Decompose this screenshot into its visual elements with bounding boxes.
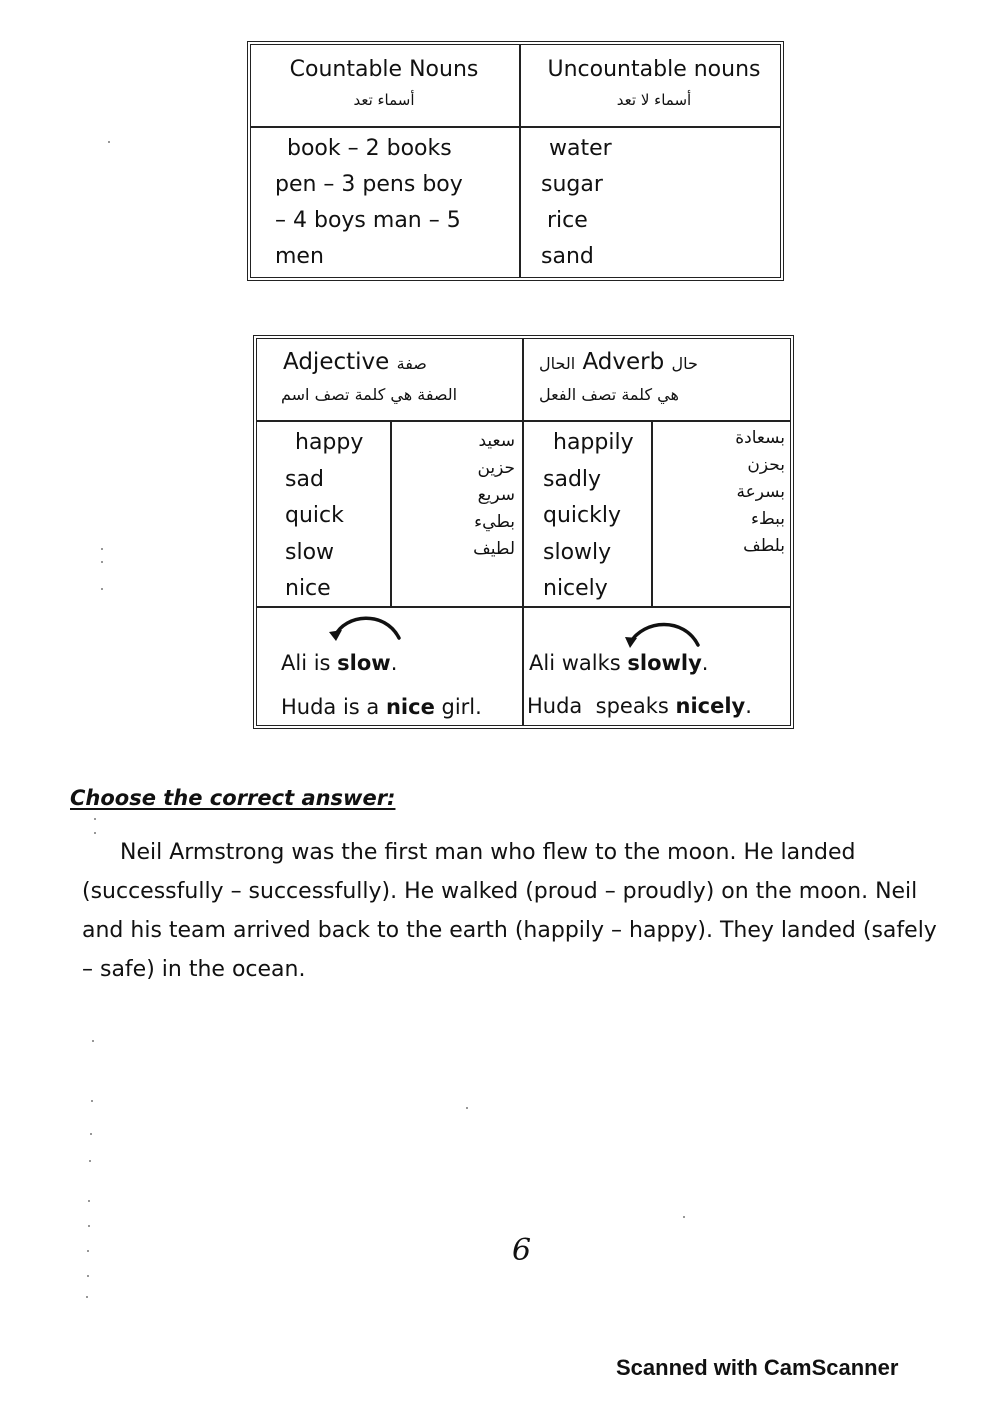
adverb-words bbox=[543, 425, 648, 608]
list-item: sadly bbox=[543, 466, 602, 492]
list-item: pen – 3 pens boy bbox=[275, 172, 463, 197]
adverb-header bbox=[539, 349, 698, 375]
example-text: Ali walks bbox=[529, 651, 628, 675]
exercise-heading: Choose the correct answer: bbox=[70, 786, 396, 810]
list-item: بسرعة bbox=[736, 482, 785, 502]
example-text: . bbox=[745, 694, 752, 718]
list-item: happily bbox=[553, 430, 634, 455]
example-text: Ali is bbox=[281, 651, 338, 675]
adjective-example-2 bbox=[281, 695, 482, 719]
header-divider bbox=[251, 126, 780, 128]
camscanner-watermark: Scanned with CamScanner bbox=[616, 1355, 899, 1380]
list-item: rice bbox=[547, 208, 588, 233]
adjective-example-1 bbox=[281, 651, 397, 675]
example-keyword: nice bbox=[385, 695, 435, 719]
list-item: لطيف bbox=[473, 539, 515, 559]
list-item: sand bbox=[541, 244, 594, 269]
list-item: بطيء bbox=[474, 512, 515, 532]
example-keyword: nicely bbox=[675, 694, 746, 718]
example-keyword: slow bbox=[337, 651, 391, 675]
adjective-header bbox=[283, 349, 427, 375]
list-item: happy bbox=[295, 430, 364, 455]
row-divider bbox=[257, 420, 790, 422]
uncountable-examples bbox=[541, 131, 781, 275]
example-text: . bbox=[701, 651, 709, 675]
adjective-title: Adjective bbox=[283, 349, 390, 375]
uncountable-header-ar: أسماء لا تعد bbox=[616, 91, 692, 109]
adverb-title-ar-right: حال bbox=[671, 354, 698, 373]
uncountable-header: Uncountable nouns bbox=[547, 57, 761, 82]
list-item: sugar bbox=[541, 172, 603, 197]
list-item: بلطف bbox=[743, 536, 785, 556]
curved-arrow-icon bbox=[327, 610, 407, 646]
adverb-example-1 bbox=[529, 651, 708, 675]
example-keyword: slowly bbox=[627, 651, 702, 675]
list-item: ببطء bbox=[751, 509, 785, 529]
list-item: بحزن bbox=[747, 455, 785, 475]
list-item: slowly bbox=[543, 539, 612, 565]
list-item: water bbox=[549, 136, 612, 161]
list-item: حزين bbox=[477, 458, 515, 478]
example-text: Huda speaks bbox=[527, 694, 676, 718]
list-item: سريع bbox=[477, 485, 515, 505]
nouns-table bbox=[247, 41, 784, 281]
adjective-adverb-table bbox=[253, 335, 794, 729]
adverb-title: Adverb bbox=[582, 349, 665, 375]
adjective-definition-ar: الصفة هي كلمة تصف اسم bbox=[281, 385, 458, 404]
list-item: nice bbox=[285, 576, 331, 601]
countable-examples bbox=[275, 131, 515, 275]
column-divider bbox=[522, 339, 524, 725]
list-item: men bbox=[275, 244, 324, 269]
curved-arrow-icon bbox=[622, 617, 706, 651]
list-item: slow bbox=[285, 539, 335, 565]
list-item: nicely bbox=[543, 576, 608, 601]
adverb-words-ar bbox=[657, 425, 785, 560]
column-divider bbox=[390, 420, 392, 607]
countable-header: Countable Nouns bbox=[289, 57, 479, 82]
list-item: quick bbox=[285, 503, 344, 528]
adverb-example-2 bbox=[527, 694, 752, 718]
adjective-words bbox=[285, 425, 385, 608]
page-number: 6 bbox=[512, 1233, 532, 1268]
list-item: quickly bbox=[543, 503, 621, 528]
list-item: book – 2 books bbox=[287, 136, 452, 161]
list-item: – 4 boys man – 5 bbox=[275, 208, 461, 233]
list-item: سعيد bbox=[478, 431, 515, 451]
example-text: . bbox=[390, 651, 398, 675]
adverb-title-ar-left: الحال bbox=[539, 354, 576, 373]
list-item: بسعادة bbox=[735, 428, 785, 448]
adjective-title-ar: صفة bbox=[396, 354, 427, 373]
countable-header-ar: أسماء تعد bbox=[353, 91, 415, 109]
adjective-words-ar bbox=[397, 428, 515, 563]
column-divider bbox=[651, 420, 653, 607]
example-text: Huda is a bbox=[281, 695, 386, 719]
exercise-paragraph: Neil Armstrong was the first man who flew to the moon. He landed (successfully – successfully). He walked (proud – proudly) on the moon. Neil and his team arrived back to the earth (happily – happy). They landed (safely – safe) in the ocean. bbox=[82, 840, 937, 982]
example-text: girl. bbox=[434, 695, 482, 719]
list-item: sad bbox=[285, 466, 324, 492]
adverb-definition-ar: هي كلمة تصف الفعل bbox=[539, 385, 679, 404]
